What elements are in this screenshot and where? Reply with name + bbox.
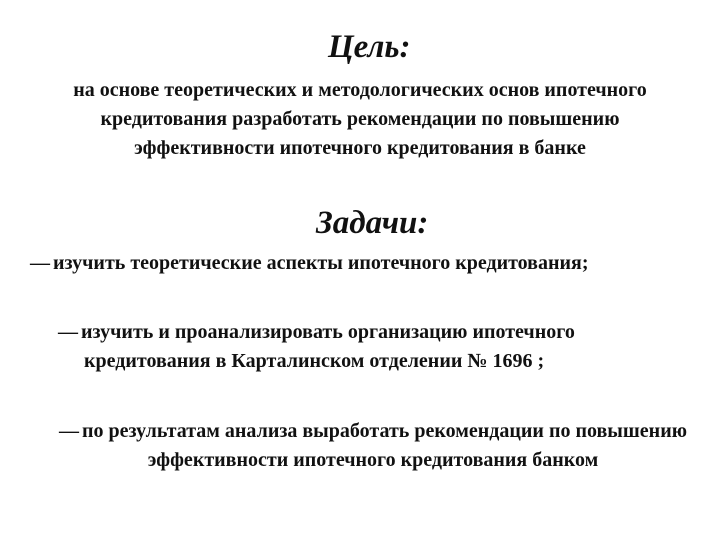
- dash-bullet-icon: —: [30, 252, 50, 274]
- dash-bullet-icon: —: [58, 420, 79, 442]
- task-item-2: [58, 318, 688, 376]
- task-item-2-line-2: кредитования в Карталинском отделении № 1696 ;: [84, 350, 545, 372]
- task-item-1: [30, 249, 710, 278]
- task-item-1-text: изучить теоретические аспекты ипотечного кредитования;: [53, 252, 589, 274]
- goal-heading: Цель:: [328, 29, 411, 65]
- tasks-heading: Задачи:: [316, 205, 429, 241]
- goal-text: на основе теоретических и методологических основ ипотечного кредитования разработать рекомендации по повышению эффективности ипотечного кредитования в банке: [73, 79, 647, 159]
- dash-bullet-icon: —: [58, 321, 78, 343]
- task-item-2-line-1: изучить и проанализировать организацию ипотечного: [81, 321, 575, 343]
- task-item-3-text: по результатам анализа выработать рекомендации по повышению эффективности ипотечного кредитования банком: [81, 420, 687, 471]
- task-item-3: [58, 417, 688, 475]
